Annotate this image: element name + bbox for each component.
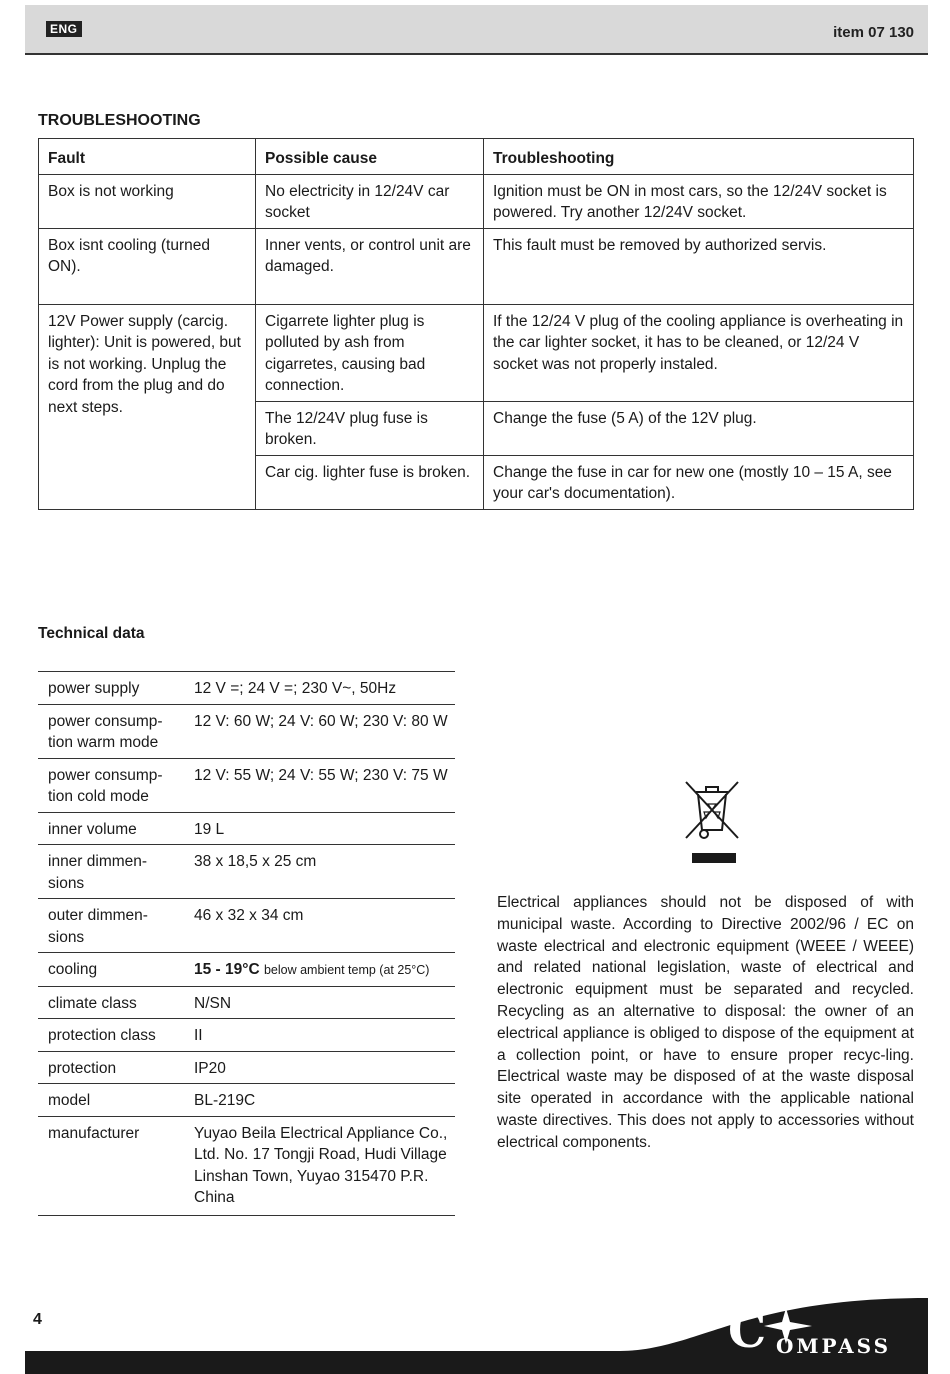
spec-key: climate class <box>38 986 184 1019</box>
cause-cell: No electricity in 12/24V car socket <box>256 174 484 228</box>
table-row <box>38 704 455 758</box>
spec-key: protection <box>38 1051 184 1084</box>
table-row <box>38 758 455 812</box>
spec-value: 38 x 18,5 x 25 cm <box>184 845 455 899</box>
spec-value: II <box>184 1019 455 1052</box>
spec-key: cooling <box>38 953 184 987</box>
spec-value: 12 V =; 24 V =; 230 V~, 50Hz <box>184 672 455 705</box>
column-header-fault: Fault <box>39 139 256 175</box>
crossed-out-wheelie-bin-icon <box>682 780 742 866</box>
spec-value: 19 L <box>184 812 455 845</box>
language-badge: ENG <box>46 21 82 37</box>
spec-key: manufacturer <box>38 1116 184 1215</box>
cause-cell: Inner vents, or control unit are damaged. <box>256 228 484 304</box>
spec-key: power consump-tion warm mode <box>38 704 184 758</box>
table-row <box>38 845 455 899</box>
troubleshooting-table <box>38 138 914 510</box>
table-row <box>38 899 455 953</box>
spec-key: inner dimmen-sions <box>38 845 184 899</box>
spec-value: IP20 <box>184 1051 455 1084</box>
brand-logo-text: OMPASS <box>776 1334 892 1358</box>
table-row <box>38 1084 455 1117</box>
spec-value: 12 V: 55 W; 24 V: 55 W; 230 V: 75 W <box>184 758 455 812</box>
fix-cell: This fault must be removed by authorized servis. <box>484 228 914 304</box>
page-header <box>25 5 928 55</box>
page-number: 4 <box>33 1311 42 1328</box>
cause-cell: The 12/24V plug fuse is broken. <box>256 401 484 455</box>
spec-key: outer dimmen-sions <box>38 899 184 953</box>
spec-value: BL-219C <box>184 1084 455 1117</box>
table-row <box>38 1116 455 1215</box>
technical-data-table <box>38 671 455 1216</box>
troubleshooting-title: TROUBLESHOOTING <box>38 112 201 129</box>
table-row <box>38 672 455 705</box>
cooling-note: below ambient temp (at 25°C) <box>263 963 430 977</box>
technical-data-title: Technical data <box>38 625 145 642</box>
column-header-cause: Possible cause <box>256 139 484 175</box>
spec-value: 12 V: 60 W; 24 V: 60 W; 230 V: 80 W <box>184 704 455 758</box>
fault-cell: Box isnt cooling (turned ON). <box>39 228 256 304</box>
item-number: item 07 130 <box>833 24 914 41</box>
table-row <box>38 953 455 987</box>
table-row <box>38 1051 455 1084</box>
fix-cell: Change the fuse (5 A) of the 12V plug. <box>484 401 914 455</box>
spec-value <box>184 953 455 987</box>
table-row <box>38 1019 455 1052</box>
weee-disposal-notice: Electrical appliances should not be disposed of with municipal waste. According to Directive 2002/96 / EC on waste electrical and electronic equipment (WEEE / WEEE) and related national legislation, waste of electrical and electronic equipment must be separated and recycled. Recycling as an alternative to disposal: the owner of an electrical appliance is obliged to dispose of the equipment at a collection point, or have to ensure proper recyc-ling. Electrical waste may be disposed of at the waste disposal site operated in accordance with the applicable national waste directives. This does not apply to accessories without electrical components. <box>497 894 914 1151</box>
cooling-range: 15 - 19°C <box>194 961 260 978</box>
fix-cell: Ignition must be ON in most cars, so the 12/24V socket is powered. Try another 12/24V socket. <box>484 174 914 228</box>
spec-key: power supply <box>38 672 184 705</box>
table-header-row <box>39 139 914 175</box>
fault-cell: Box is not working <box>39 174 256 228</box>
fix-cell: Change the fuse in car for new one (mostly 10 – 15 A, see your car's documentation). <box>484 455 914 509</box>
brand-logo-initial: C <box>728 1303 768 1359</box>
spec-key: model <box>38 1084 184 1117</box>
spec-value: 46 x 32 x 34 cm <box>184 899 455 953</box>
spec-key: protection class <box>38 1019 184 1052</box>
cause-cell: Cigarrete lighter plug is polluted by ash from cigarretes, causing bad connection. <box>256 304 484 401</box>
spec-key: power consump-tion cold mode <box>38 758 184 812</box>
spec-value: Yuyao Beila Electrical Appliance Co., Ltd. No. 17 Tongji Road, Hudi Village Linshan Town, Yuyao 315470 P.R. China <box>184 1116 455 1215</box>
table-row <box>38 812 455 845</box>
table-row <box>38 986 455 1019</box>
spec-key: inner volume <box>38 812 184 845</box>
cause-cell: Car cig. lighter fuse is broken. <box>256 455 484 509</box>
table-row <box>39 304 914 401</box>
table-row <box>39 174 914 228</box>
column-header-fix: Troubleshooting <box>484 139 914 175</box>
fault-cell: 12V Power supply (carcig. lighter): Unit is powered, but is not working. Unplug the cord from the plug and do next steps. <box>39 304 256 509</box>
spec-value: N/SN <box>184 986 455 1019</box>
fix-cell: If the 12/24 V plug of the cooling appliance is overheating in the car lighter socket, it has to be cleaned, or 12/24 V socket was not properly instaled. <box>484 304 914 401</box>
table-row <box>39 228 914 304</box>
